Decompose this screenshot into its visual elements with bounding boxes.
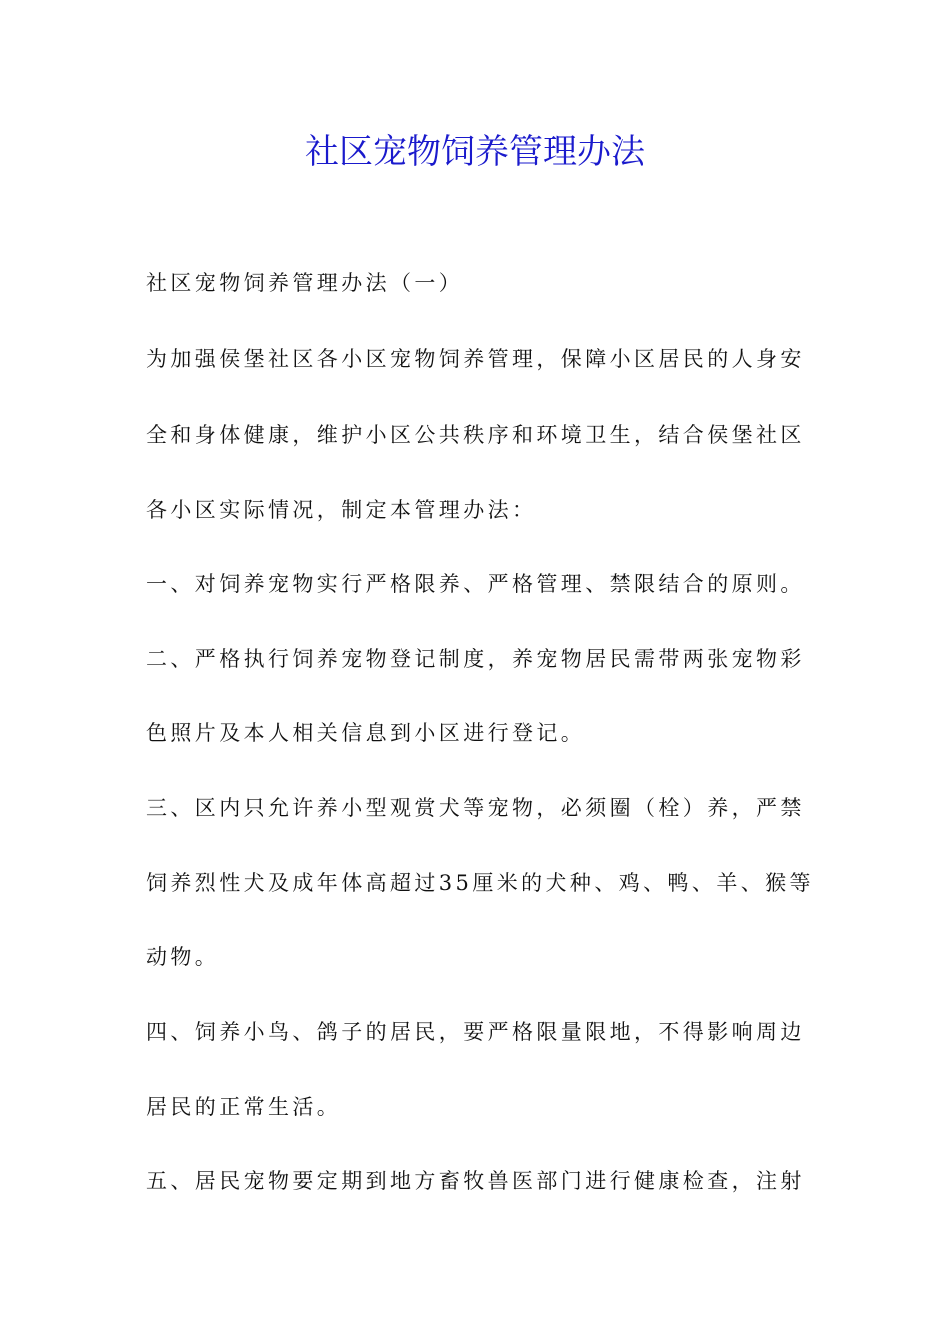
paragraph-line: 动物。 bbox=[146, 945, 220, 969]
paragraph-line: 各小区实际情况，制定本管理办法： bbox=[146, 498, 537, 522]
paragraph-line: 为加强侯堡社区各小区宠物饲养管理，保障小区居民的人身安 bbox=[146, 347, 805, 371]
section-heading: 社区宠物饲养管理办法（一） bbox=[146, 271, 464, 295]
paragraph-line: 一、对饲养宠物实行严格限养、严格管理、禁限结合的原则。 bbox=[146, 572, 805, 596]
paragraph-line: 五、居民宠物要定期到地方畜牧兽医部门进行健康检查，注射 bbox=[146, 1169, 805, 1193]
paragraph-line: 四、饲养小鸟、鸽子的居民，要严格限量限地，不得影响周边 bbox=[146, 1020, 805, 1044]
document-title: 社区宠物饲养管理办法 bbox=[305, 132, 645, 172]
paragraph-line: 全和身体健康，维护小区公共秩序和环境卫生，结合侯堡社区 bbox=[146, 423, 805, 447]
paragraph-line: 居民的正常生活。 bbox=[146, 1095, 342, 1119]
paragraph-line: 饲养烈性犬及成年体高超过35厘米的犬种、鸡、鸭、羊、猴等 bbox=[146, 871, 814, 895]
paragraph-line: 二、严格执行饲养宠物登记制度，养宠物居民需带两张宠物彩 bbox=[146, 647, 805, 671]
paragraph-line: 三、区内只允许养小型观赏犬等宠物，必须圈（栓）养，严禁 bbox=[146, 796, 805, 820]
paragraph-line: 色照片及本人相关信息到小区进行登记。 bbox=[146, 721, 586, 745]
